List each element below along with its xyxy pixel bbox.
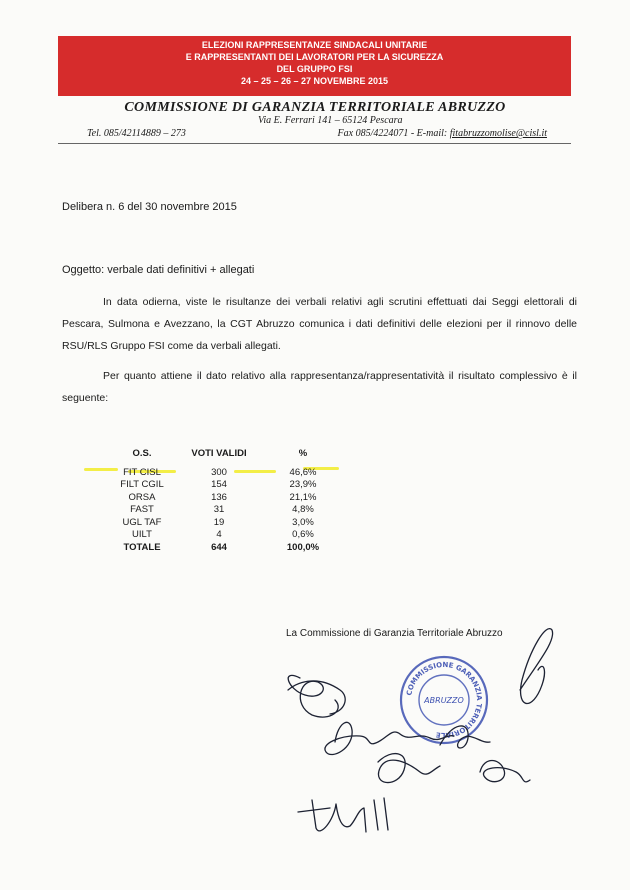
table-row: [100, 479, 352, 492]
table-total-row: [100, 541, 352, 554]
column-header-os: O.S.: [132, 448, 152, 459]
table-row: [100, 516, 352, 529]
paragraph-result: Per quanto attiene il dato relativo alla rappresentanza/rappresentatività il risultato complessivo è il seguente:: [62, 370, 577, 404]
column-header-percent: %: [298, 448, 308, 459]
banner-line-1: ELEZIONI RAPPRESENTANZE SINDACALI UNITARIE: [201, 40, 428, 50]
banner-line-4: 24 – 25 – 26 – 27 NOVEMBRE 2015: [240, 76, 389, 86]
signature-scribble: [288, 681, 345, 714]
banner-line-2: E RAPPRESENTANTI DEI LAVORATORI PER LA SICUREZZA: [185, 52, 444, 62]
table-row: [100, 529, 352, 542]
stamp-ring-text: COMMISSIONE GARANZIA TERRITORIALE: [405, 660, 484, 740]
telephone: Tel. 085/42114889 – 273: [87, 128, 186, 139]
total-percent: 100,0%: [286, 541, 320, 553]
vote-percent: 23,9%: [289, 479, 317, 491]
signature-scribble: [520, 629, 553, 704]
commission-stamp: [398, 654, 490, 746]
header-divider: [58, 143, 571, 144]
union-name: UGL TAF: [122, 516, 162, 528]
paragraph-intro: In data odierna, viste le risultanze dei verbali relativi agli scrutini effettuati dai Seggi elettorali di Pescara, Sulmona e Avezzano, la CGT Abruzzo comunica i dati definitivi delle elezioni per il rinnovo delle RSU/RLS Gruppo FSI come da verbali allegati.: [62, 296, 577, 352]
signature-scribble: [378, 754, 440, 783]
table-header-row: [100, 448, 352, 466]
email-link[interactable]: fitabruzzomolise@cisl.it: [449, 128, 547, 139]
banner-line-3: DEL GRUPPO FSI: [276, 64, 353, 74]
results-table: [100, 448, 352, 554]
stamp-center-text: ABRUZZO: [424, 696, 464, 705]
union-name: ORSA: [128, 491, 156, 503]
total-label: TOTALE: [123, 541, 161, 553]
table-row: [100, 491, 352, 504]
fax: Fax 085/4224071 - E-mail:: [337, 128, 448, 139]
delibera-reference: Delibera n. 6 del 30 novembre 2015: [62, 201, 237, 213]
election-banner: [58, 36, 571, 96]
valid-votes: 31: [213, 504, 225, 516]
table-row: [100, 466, 352, 479]
column-header-votes: VOTI VALIDI: [191, 448, 247, 459]
commission-signature-label: La Commissione di Garanzia Territoriale Abruzzo: [286, 628, 503, 639]
contact-line: [87, 128, 547, 139]
address: Via E. Ferrari 141 – 65124 Pescara: [258, 115, 403, 126]
signature-scribble: [288, 675, 338, 717]
fax-email: [338, 128, 547, 139]
vote-percent: 21,1%: [289, 491, 317, 503]
valid-votes: 136: [211, 491, 227, 503]
valid-votes: 300: [211, 466, 227, 478]
valid-votes: 154: [211, 479, 227, 491]
union-name: FIT CISL: [123, 466, 161, 478]
vote-percent: 3,0%: [292, 516, 314, 528]
commission-title: COMMISSIONE DI GARANZIA TERRITORIALE ABRUZZO: [124, 100, 506, 115]
vote-percent: 4,8%: [292, 504, 314, 516]
union-name: FAST: [130, 504, 154, 516]
signature-scribble: [480, 761, 530, 782]
valid-votes: 4: [216, 529, 222, 541]
subject-line: Oggetto: verbale dati definitivi + allegati: [62, 264, 255, 276]
union-name: FILT CGIL: [120, 479, 164, 491]
table-row: [100, 504, 352, 517]
valid-votes: 19: [213, 516, 225, 528]
union-name: UILT: [132, 529, 152, 541]
total-votes: 644: [211, 541, 227, 553]
vote-percent: 0,6%: [292, 529, 314, 541]
vote-percent: 46,6%: [289, 466, 317, 478]
signature-scribble: [298, 798, 388, 832]
